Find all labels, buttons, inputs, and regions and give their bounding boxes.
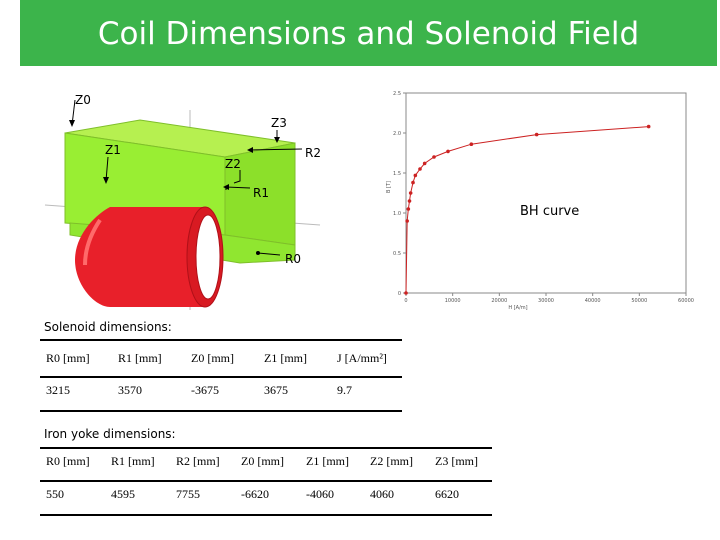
yoke-header-cell: R1 [mm] [111,454,155,468]
solenoid-value-cell: 9.7 [337,383,352,397]
x-tick-label: 0 [404,298,408,304]
solenoid-mid-rule [40,376,402,378]
label-z0: Z0 [75,93,91,107]
yoke-value-cell: 7755 [176,487,200,501]
yoke-header-cell: R0 [mm] [46,454,90,468]
bh-data-point [409,191,413,195]
x-tick-label: 20000 [491,298,508,304]
yoke-value-cell: -4060 [306,487,334,501]
y-tick-label: 0.5 [393,251,401,257]
yoke-header-cell: Z2 [mm] [370,454,413,468]
y-tick-label: 2.0 [393,131,401,137]
label-r0: R0 [285,252,301,266]
yoke-header-cell: Z0 [mm] [241,454,284,468]
bh-data-point [647,125,651,129]
bh-data-point [418,167,422,171]
label-z2: Z2 [225,157,241,171]
x-tick-label: 60000 [678,298,694,304]
yoke-value-cell: 4595 [111,487,135,501]
bh-data-point [407,207,411,211]
solenoid-value-cell: 3215 [46,383,70,397]
yoke-value-cell: 550 [46,487,64,501]
yoke-mid-rule [40,480,492,482]
solenoid-header-cell: Z0 [mm] [191,351,234,365]
label-r1: R1 [253,186,269,200]
yoke-caption: Iron yoke dimensions: [44,427,176,441]
yoke-value-cell: 4060 [370,487,394,501]
solenoid-header-cell: R1 [mm] [118,351,162,365]
bh-data-point [446,150,450,154]
yoke-header-cell: R2 [mm] [176,454,220,468]
solenoid-header-cell: J [A/mm²] [337,351,387,365]
solenoid-bottom-rule [40,410,402,412]
bh-data-point [405,219,409,223]
y-tick-label: 1.0 [393,211,401,217]
yoke-top-rule [40,447,492,449]
label-r2: R2 [305,146,321,160]
x-tick-label: 10000 [444,298,461,304]
coil-inner-opening [196,215,220,299]
title-banner [20,0,717,66]
yoke-value-cell: 6620 [435,487,459,501]
solenoid-value-cell: 3570 [118,383,142,397]
y-tick-label: 2.5 [393,91,401,97]
x-tick-label: 50000 [631,298,648,304]
yoke-value-cell: -6620 [241,487,269,501]
yoke-header-cell: Z3 [mm] [435,454,478,468]
bh-data-point [404,291,408,295]
solenoid-header-cell: R0 [mm] [46,351,90,365]
solenoid-value-cell: -3675 [191,383,219,397]
solenoid-header-cell: Z1 [mm] [264,351,307,365]
x-axis-label: H [A/m] [508,305,528,310]
y-tick-label: 0 [397,291,401,297]
yoke-bottom-rule [40,514,492,516]
solenoid-top-rule [40,339,402,341]
label-z3: Z3 [271,116,287,130]
solenoid-caption: Solenoid dimensions: [44,320,172,334]
y-tick-label: 1.5 [393,171,401,177]
bh-data-point [408,199,412,203]
bh-data-point [535,133,539,137]
yoke-header-cell: Z1 [mm] [306,454,349,468]
plot-frame [406,93,686,293]
y-axis-label: B [T] [386,181,392,193]
solenoid-value-cell: 3675 [264,383,288,397]
bh-curve-caption: BH curve [520,204,580,219]
label-z1: Z1 [105,143,121,157]
x-tick-label: 40000 [584,298,601,304]
bh-data-point [411,181,415,185]
page-title: Coil Dimensions and Solenoid Field [97,16,640,52]
bh-data-point [470,142,474,146]
r0-dot [256,251,260,255]
bh-data-point [423,162,427,166]
x-tick-label: 30000 [538,298,554,304]
bh-curve-chart [376,85,701,310]
z0-arrowhead [69,120,75,127]
bh-data-point [414,174,418,178]
bh-data-point [432,155,436,159]
geometry-diagram [40,85,370,320]
